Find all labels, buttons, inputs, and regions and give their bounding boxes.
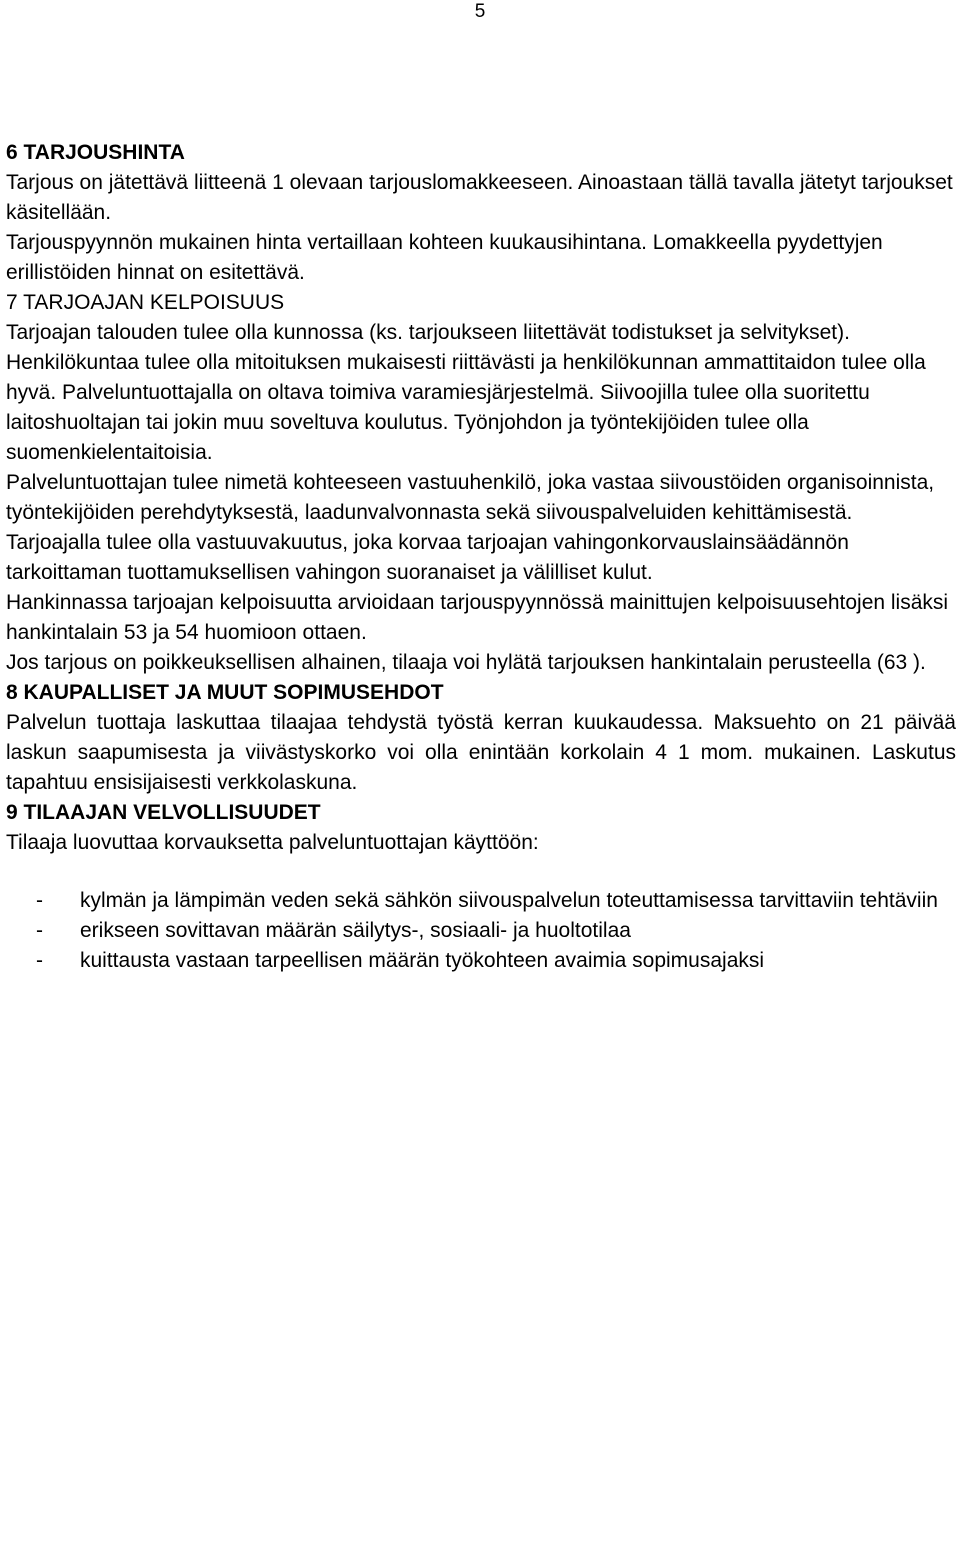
- section-9-heading: 9 TILAAJAN VELVOLLISUUDET: [6, 801, 321, 824]
- section-9-list: [6, 886, 956, 976]
- section-7-paragraph-3: Palveluntuottajan tulee nimetä kohteeseen vastuuhenkilö, joka vastaa siivoustöiden organisoinnista, työntekijöiden perehdytyksestä, laadunvalvonnasta sekä siivouspalveluiden kehittämisestä.: [6, 471, 935, 524]
- page-number: 5: [474, 1, 486, 22]
- section-6-paragraph-2: Tarjouspyynnön mukainen hinta vertaillaan kohteen kuukausihintana. Lomakkeella pyydettyjen erillistöiden hinnat on esitettävä.: [6, 231, 883, 284]
- list-item-text: erikseen sovittavan määrän säilytys-, sosiaali- ja huoltotilaa: [80, 919, 631, 942]
- section-7-paragraph-5: Hankinnassa tarjoajan kelpoisuutta arvioidaan tarjouspyynnössä mainittujen kelpoisuusehtojen lisäksi hankintalain 53 ja 54 huomioon ottaen.: [6, 591, 949, 644]
- section-8-paragraph-1: Palvelun tuottaja laskuttaa tilaajaa tehdystä työstä kerran kuukaudessa. Maksuehto on 21 päivää laskun saapumisesta ja viivästyskorko voi olla enintään korkolain 4 1 mom. mukainen. Laskutus tapahtuu ensisijaisesti verkkolaskuna.: [6, 711, 956, 794]
- list-item-text: kuittausta vastaan tarpeellisen määrän työkohteen avaimia sopimusajaksi: [80, 949, 765, 972]
- list-bullet: -: [36, 949, 43, 972]
- document-body: [6, 138, 956, 976]
- section-7-paragraph-4: Tarjoajalla tulee olla vastuuvakuutus, joka korvaa tarjoajan vahingonkorvauslainsäädännön tarkoittaman tuottamuksellisen vahingon suoranaiset ja välilliset kulut.: [6, 531, 849, 584]
- section-7-paragraph-6: Jos tarjous on poikkeuksellisen alhainen, tilaaja voi hylätä tarjouksen hankintalain perusteella (63 ).: [6, 651, 926, 674]
- section-7-paragraph-1: Tarjoajan talouden tulee olla kunnossa (ks. tarjoukseen liitettävät todistukset ja selvitykset).: [6, 321, 850, 344]
- list-item: [6, 916, 956, 946]
- section-9-intro: Tilaaja luovuttaa korvauksetta palveluntuottajan käyttöön:: [6, 831, 539, 854]
- list-bullet: -: [36, 919, 43, 942]
- section-7-heading: 7 TARJOAJAN KELPOISUUS: [6, 291, 285, 314]
- list-item: [6, 946, 956, 976]
- list-item-text: kylmän ja lämpimän veden sekä sähkön siivouspalvelun toteuttamisessa tarvittaviin tehtäviin: [80, 889, 938, 912]
- section-6-paragraph-1: Tarjous on jätettävä liitteenä 1 olevaan tarjouslomakkeeseen. Ainoastaan tällä tavalla jätetyt tarjoukset käsitellään.: [6, 171, 953, 224]
- list-item: [6, 886, 956, 916]
- section-8-heading: 8 KAUPALLISET JA MUUT SOPIMUSEHDOT: [6, 681, 444, 704]
- section-7-paragraph-2: Henkilökuntaa tulee olla mitoituksen mukaisesti riittävästi ja henkilökunnan ammattitaidon tulee olla hyvä. Palveluntuottajalla on oltava toimiva varamiesjärjestelmä. Siivoojilla tulee olla suoritettu laitoshuoltajan tai jokin muu soveltuva koulutus. Työnjohdon ja työntekijöiden tulee olla suomenkielentaitoisia.: [6, 351, 926, 464]
- section-6-heading: 6 TARJOUSHINTA: [6, 141, 185, 164]
- list-bullet: -: [36, 889, 43, 912]
